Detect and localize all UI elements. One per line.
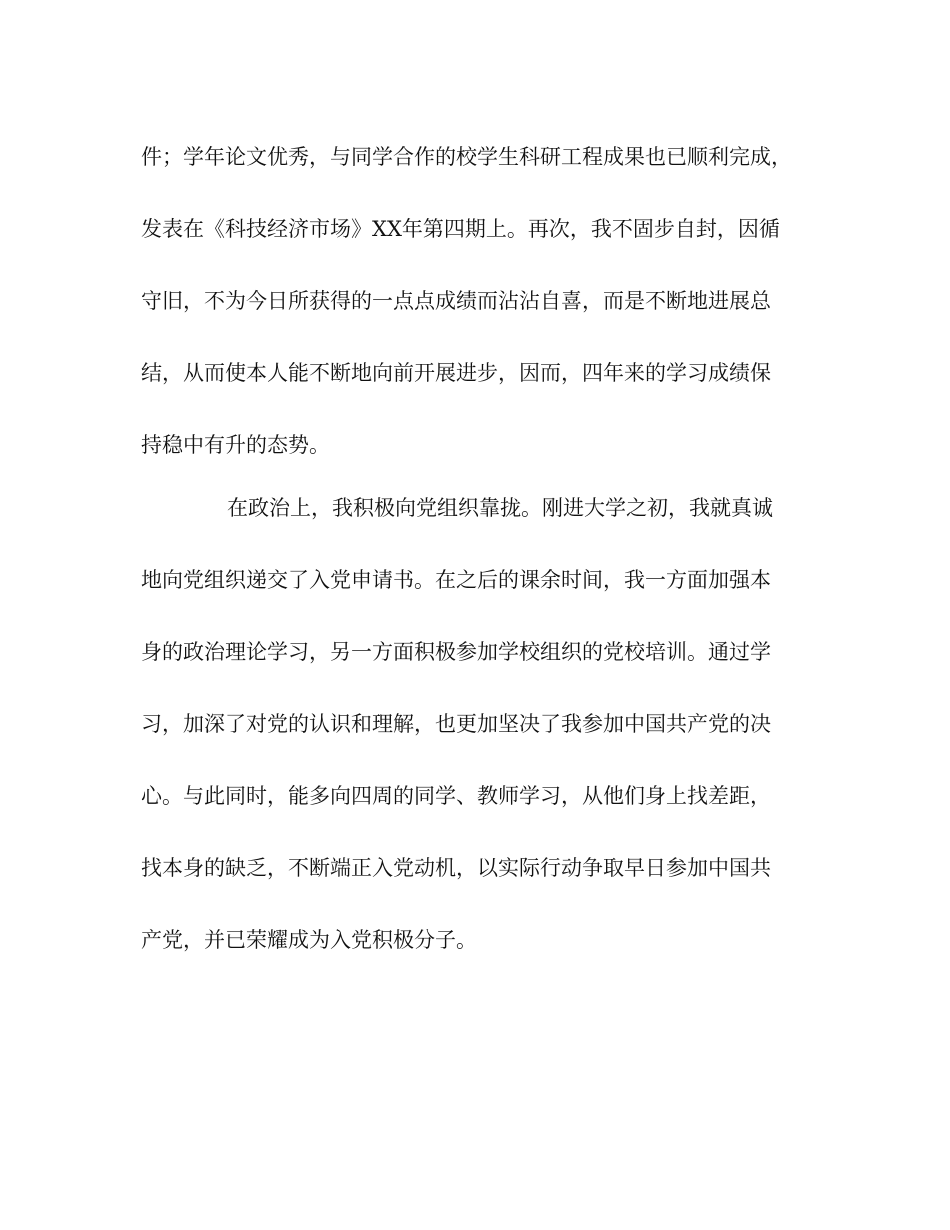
text-line: 发表在《科技经济市场》XX年第四期上。再次，我不固步自封，因循: [141, 217, 780, 241]
text-line: 地向党组织递交了入党申请书。在之后的课余时间，我一方面加强本: [141, 568, 771, 592]
text-line: 产党，并已荣耀成为入党积极分子。: [141, 928, 477, 952]
text-line: 身的政治理论学习，另一方面积极参加学校组织的党校培训。通过学: [141, 640, 771, 664]
text-line: 找本身的缺乏，不断端正入党动机，以实际行动争取早日参加中国共: [141, 856, 771, 880]
text-line: 持稳中有升的态势。: [141, 433, 330, 457]
text-line: 守旧，不为今日所获得的一点点成绩而沾沾自喜，而是不断地进展总: [141, 289, 771, 313]
text-line: 结，从而使本人能不断地向前开展进步，因而，四年来的学习成绩保: [141, 361, 771, 385]
text-line: 习，加深了对党的认识和理解，也更加坚决了我参加中国共产党的决: [141, 712, 771, 736]
text-line: 心。与此同时，能多向四周的同学、教师学习，从他们身上找差距，: [141, 784, 771, 808]
text-line: 在政治上，我积极向党组织靠拢。刚进大学之初，我就真诚: [227, 496, 773, 520]
text-line: 件；学年论文优秀，与同学合作的校学生科研工程成果也已顺利完成，: [141, 145, 792, 169]
